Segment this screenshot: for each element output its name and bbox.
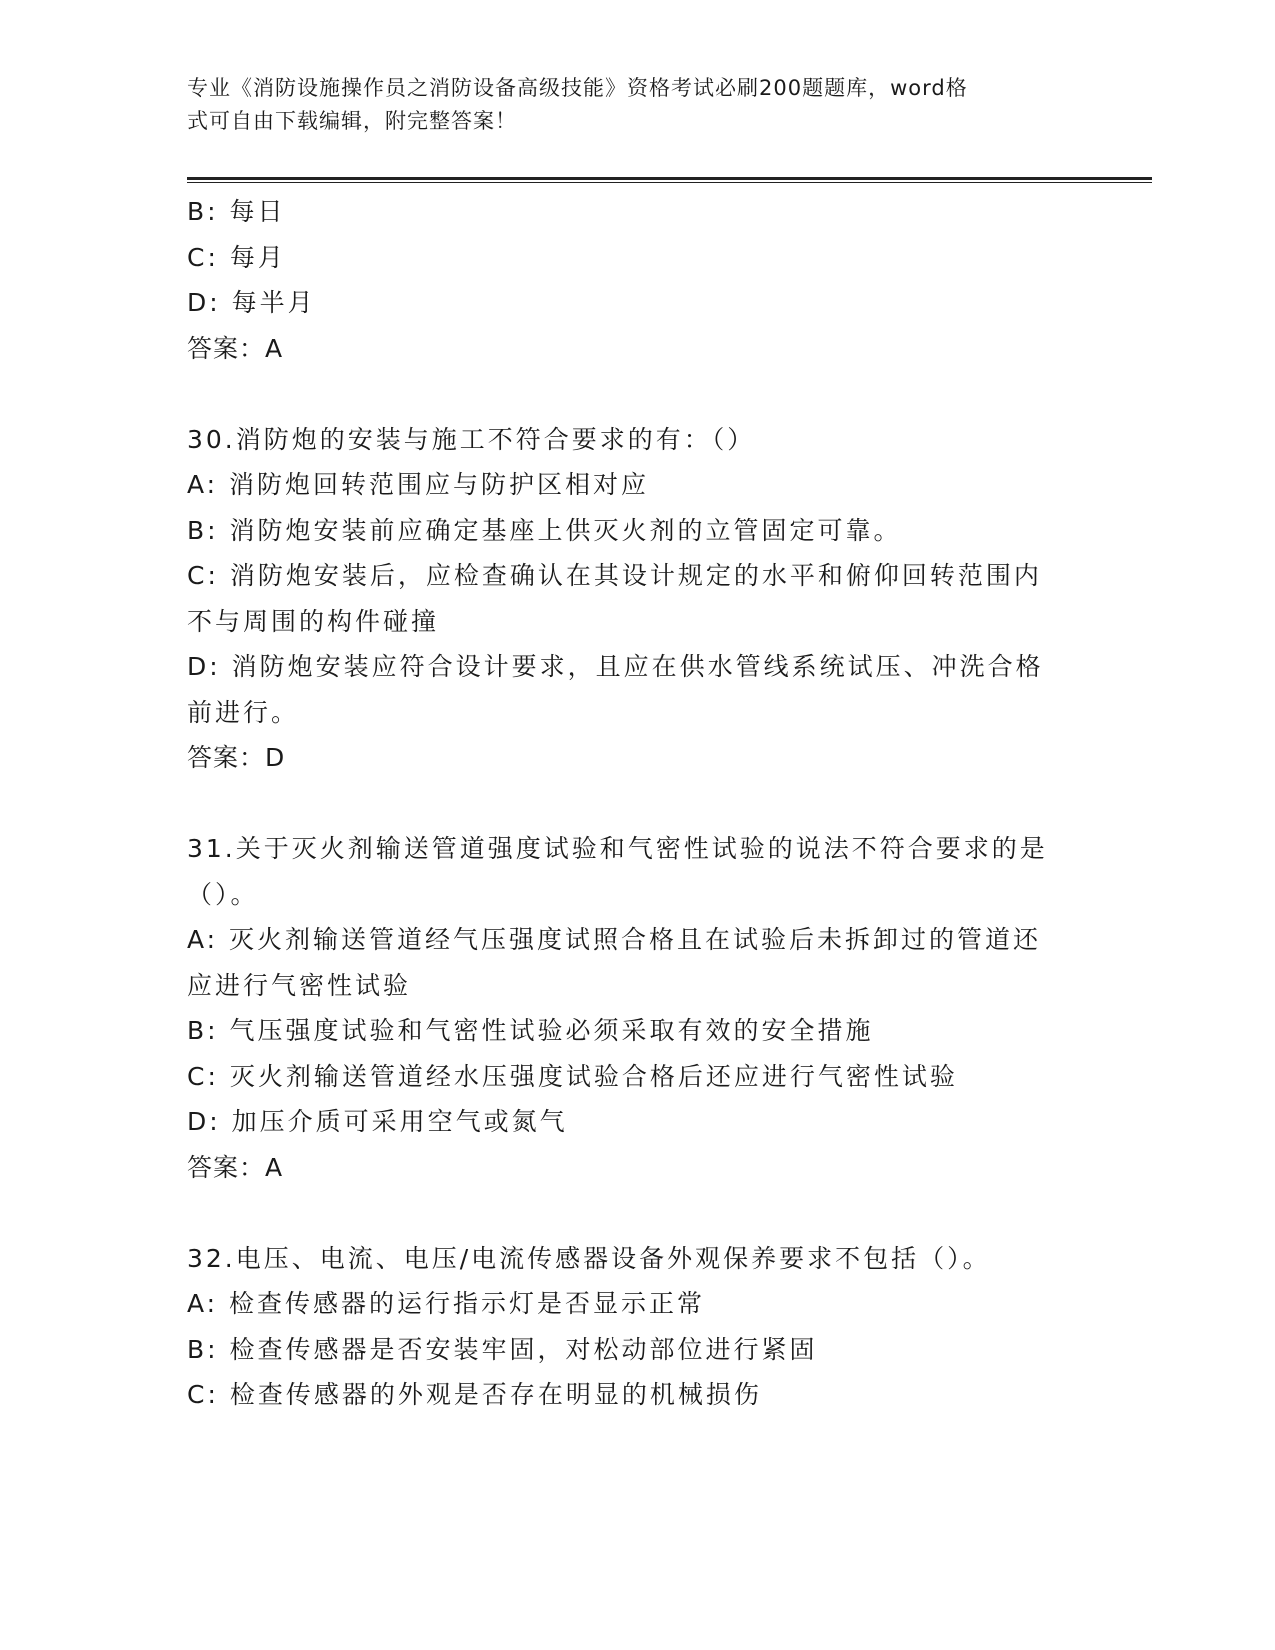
question-29-continued [187,189,1087,371]
option-d: D: 每半月 [187,288,316,317]
option-b: B: 消防炮安装前应确定基座上供灭火剂的立管固定可靠。 [187,515,902,545]
option-a-continued: 应进行气密性试验 [187,970,412,1000]
question-32 [187,1236,1087,1418]
question-30 [187,417,1087,781]
question-spacer [187,781,1087,827]
document-header [187,72,1067,138]
header-divider-thin [187,182,1152,183]
option-d-continued: 前进行。 [187,697,300,727]
option-a: A: 灭火剂输送管道经气压强度试照合格且在试验后未拆卸过的管道还 [187,925,1042,954]
option-c-continued: 不与周围的构件碰撞 [187,606,440,636]
question-list [187,189,1087,1418]
question-stem: 32.电压、电流、电压/电流传感器设备外观保养要求不包括（）。 [187,1243,991,1273]
header-divider-thick [187,177,1152,180]
option-a: A: 检查传感器的运行指示灯是否显示正常 [187,1289,706,1318]
question-stem-continued: （）。 [187,879,259,909]
option-a: A: 消防炮回转范围应与防护区相对应 [187,470,650,499]
question-spacer [187,1190,1087,1236]
option-b: B: 气压强度试验和气密性试验必须采取有效的安全措施 [187,1016,874,1045]
option-b: B: 检查传感器是否安装牢固，对松动部位进行紧固 [187,1334,818,1364]
question-spacer [187,371,1087,417]
option-c: C: 消防炮安装后，应检查确认在其设计规定的水平和俯仰回转范围内 [187,561,1042,590]
option-c: C: 检查传感器的外观是否存在明显的机械损伤 [187,1380,762,1409]
option-d: D: 加压介质可采用空气或氮气 [187,1107,568,1136]
answer-line: 答案：A [187,333,284,363]
option-c: C: 灭火剂输送管道经水压强度试验合格后还应进行气密性试验 [187,1061,958,1091]
header-line-1: 专业《消防设施操作员之消防设备高级技能》资格考试必刷200题题库，word格 [187,76,968,100]
option-d: D: 消防炮安装应符合设计要求，且应在供水管线系统试压、冲洗合格 [187,652,1044,681]
option-c: C: 每月 [187,242,286,272]
answer-line: 答案：D [187,743,286,772]
question-stem: 30.消防炮的安装与施工不符合要求的有：（） [187,424,756,454]
question-31 [187,826,1087,1190]
question-stem: 31.关于灭火剂输送管道强度试验和气密性试验的说法不符合要求的是 [187,834,1048,863]
header-line-2: 式可自由下载编辑，附完整答案！ [187,109,517,133]
answer-line: 答案：A [187,1152,284,1182]
option-b: B: 每日 [187,197,286,226]
